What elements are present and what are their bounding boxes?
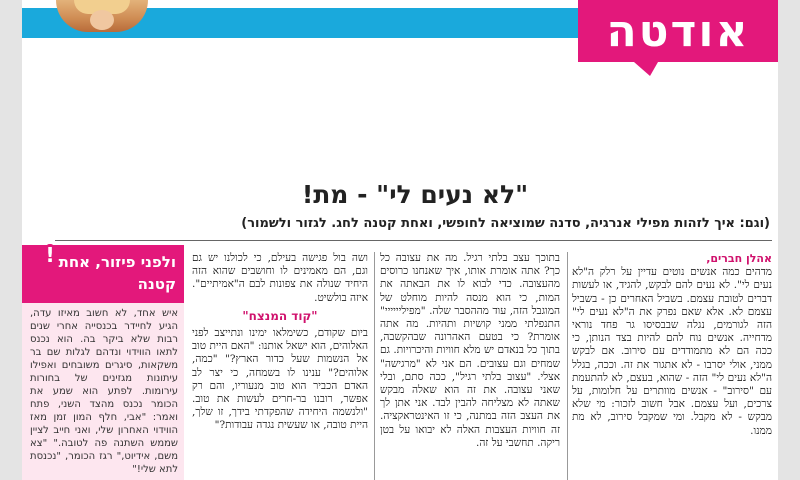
article-column-3	[192, 252, 368, 480]
article-subhead: (וגם: איך לזהות מפילי אנרגיה, סדנה שמוציאה לחופשי, ואחת קטנה לחג. לגזור ולשמור)	[241, 216, 770, 231]
exclamation-icon: !	[45, 243, 55, 267]
headline-divider	[55, 240, 772, 241]
column-divider	[567, 252, 568, 480]
photo-face	[90, 10, 114, 30]
article-greeting: אהלן חברים,	[706, 252, 772, 265]
column-logo-text: אודטה	[606, 5, 750, 57]
column-header	[22, 0, 778, 85]
sidebar-text: איש אחד, לא חשוב מאיזו עדה, הגיע לחיידר בכנסייה אחרי שנים רבות שלא ביקר בה. הוא נכנס לתאו הווידוי ונדהם לגלות שם בר משקאות, סיגרים משובחים ואפילו עיתונות מגזינים של בחורות עירומות. לפתע הוא שמע את הכומר נכנס מהצד השני, פתח ואמר: "אבי, חלף המון זמן מאז הווידוי האחרון שלי, ואני חייב לציין שממש השתנה פה לטובה." "צא משם, אידיוט," רגז הכומר, "נכנסת לתא שלי!"	[30, 308, 178, 475]
left-page-margin	[0, 0, 22, 480]
sidebar-body	[30, 307, 178, 480]
article-column-3-text: ביום שקודם, כשימלאו ימינו ונתייצב לפני האלוהים, הוא ישאל אותנו: "האם היית טוב אל הנשמות שעל כדור הארץ?" "כמה, אלוהים?" ענינו לו בשמחה, כי יצר לב האדם הכביר הוא טוב מנעוריו, והם רק אפשר, רובנו בר-חרים לעשות את טוב. "ולנשמה היחידה שהפקדתי בידך, זו שלך, היית טובה, או שעשית נגדה עבודות?"	[192, 327, 368, 432]
column-divider	[374, 252, 375, 480]
article-column-1-text: מדהים כמה אנשים נוטים עדיין על רלק ה"לא נעים לי". לא נעים להם לבקש, להגיד, או לעשות דברים לטובת עצמם. בשביל האחרים כן - בשביל עצמם לא. אלא שאם נפרק את ה"לא נעים לי" הזה לגורמים, נגלה שבבסיסו גר פחד נוראי מדחייה. אנשים נוח להם להיות בצד הנותן, כי ככה הם לא מתמודדים עם סירוב. אם לבקש ממני, אולי יסרבו - לא אתגור את זה. וככה, בגלל ה"לא נעים לי" הזה - שהוא, בעצם, לא להתעמת עם "סירוב" - אנשים מוותרים על חלומות, על צרכים, ועל עצמם. אבל חשוב לזכור: מי שלא מבקש - לא מקבל. ומי שמקבל סירוב, לא מת ממנו.	[572, 266, 772, 437]
joke-sidebar	[22, 245, 184, 480]
logo-speech-tail	[634, 62, 658, 76]
article-headline: "לא נעים לי" - מת!	[301, 180, 529, 209]
section-title: "קוד המנצח"	[242, 308, 318, 323]
sidebar-title: ולפני פיזור, אחת קטנה	[22, 245, 184, 303]
article-column-2-text: בתוכך עצב בלתי רגיל. מה את עצובה כל כך? אתה אומרת אותו, איך שאנחנו כרוסים מהעצובה. כדי לבוא לו את הבאתה את המות, כי הוא מנסה להיות מוחלט של המוגבל הזה, עוד מההסבר שלה. "מפיליייייי" התנפלתי ממני קושיות ותהיות. מה אתה אומרת? כי בטעם האהרונה שבהקשבה, בתוך כל בנאדם יש מלא חוויות והיכרויות. גם שמחים וגם עצובים. הם אני לא "מרגישה" אצלי. "עצוב בלתי רגיל", ככה סתם, ובלי שאני עצובה. את זה הוא שאלה מבקש שאתה לא מצליחה להבין לבד. אני אתן לך את העצב הזה במתנה, כי זו האינטראקציה. זה חוויות העצבות האלה לא יבואו על בטן ריקה. תחשבי על זה.	[380, 252, 560, 449]
right-page-margin	[778, 0, 800, 480]
article-column-2	[380, 252, 560, 480]
column-logo	[578, 0, 778, 62]
article-column-1	[572, 252, 772, 480]
article-column-3-intro: ושה בול פגישה בעילם, כי לכולנו יש גם וגם, הם מאמינים לו וחושבים שהוא הזה היחיד שנולה את צפונות לבם ה"אמיתיים". איזה בולשיט.	[192, 252, 368, 304]
